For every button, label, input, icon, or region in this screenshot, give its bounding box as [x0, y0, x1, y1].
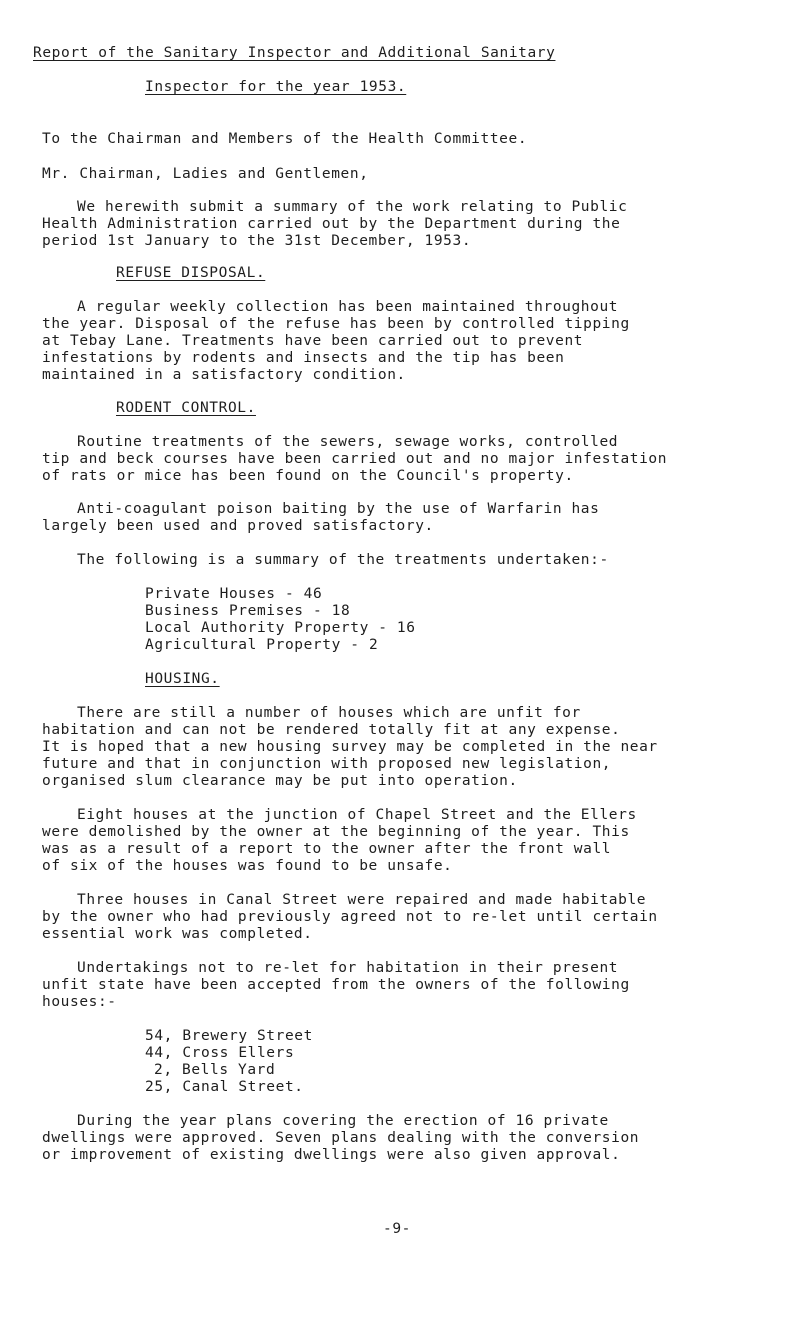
refuse-line: A regular weekly collection has been maintained throughout [77, 299, 619, 315]
treatment-item: Private Houses - 46 [145, 586, 323, 602]
housing-line: of six of the houses was found to be unsafe. [42, 858, 453, 874]
housing-line: was as a result of a report to the owner after the front wall [42, 841, 612, 857]
address-item: 25, Canal Street. [145, 1079, 304, 1095]
rodent-line: largely been used and proved satisfactory. [42, 518, 434, 534]
intro-line: period 1st January to the 31st December, 1953. [42, 233, 472, 249]
housing-line: essential work was completed. [42, 926, 313, 942]
housing-line: There are still a number of houses which are unfit for [77, 705, 581, 721]
treatment-item: Local Authority Property - 16 [145, 620, 416, 636]
intro-line: Health Administration carried out by the Department during the [42, 216, 621, 232]
housing-line: Three houses in Canal Street were repaired and made habitable [77, 892, 647, 908]
rodent-line: tip and beck courses have been carried out and no major infestation [42, 451, 668, 467]
housing-line: dwellings were approved. Seven plans dealing with the conversion [42, 1130, 640, 1146]
rodent-line: of rats or mice has been found on the Council's property. [42, 468, 574, 484]
housing-line: Eight houses at the junction of Chapel Street and the Ellers [77, 807, 637, 823]
address-item: 54, Brewery Street [145, 1028, 313, 1044]
treatment-item: Agricultural Property - 2 [145, 637, 379, 653]
housing-line: houses:- [42, 994, 117, 1010]
refuse-line: infestations by rodents and insects and the tip has been [42, 350, 565, 366]
page-number: -9- [383, 1221, 411, 1237]
address-item: 44, Cross Ellers [145, 1045, 295, 1061]
treatment-item: Business Premises - 18 [145, 603, 351, 619]
housing-line: unfit state have been accepted from the owners of the following [42, 977, 630, 993]
refuse-line: at Tebay Lane. Treatments have been carried out to prevent [42, 333, 584, 349]
refuse-line: maintained in a satisfactory condition. [42, 367, 406, 383]
housing-line: Undertakings not to re-let for habitation in their present [77, 960, 619, 976]
rodent-line: Routine treatments of the sewers, sewage works, controlled [77, 434, 619, 450]
treatments-intro: The following is a summary of the treatments undertaken:- [77, 552, 609, 568]
rodent-line: Anti-coagulant poison baiting by the use of Warfarin has [77, 501, 600, 517]
section-heading-housing: HOUSING. [145, 671, 220, 687]
housing-line: by the owner who had previously agreed not to re-let until certain [42, 909, 658, 925]
housing-line: habitation and can not be rendered totally fit at any expense. [42, 722, 621, 738]
section-heading-refuse: REFUSE DISPOSAL. [116, 265, 266, 281]
housing-line: It is hoped that a new housing survey may be completed in the near [42, 739, 658, 755]
addressee: To the Chairman and Members of the Health Committee. [42, 131, 528, 147]
housing-line: or improvement of existing dwellings were also given approval. [42, 1147, 621, 1163]
report-title-line1: Report of the Sanitary Inspector and Additional Sanitary [33, 45, 556, 61]
address-item: 2, Bells Yard [154, 1062, 276, 1078]
intro-line: We herewith submit a summary of the work relating to Public [77, 199, 628, 215]
housing-line: During the year plans covering the erection of 16 private [77, 1113, 609, 1129]
section-heading-rodent: RODENT CONTROL. [116, 400, 256, 416]
greeting: Mr. Chairman, Ladies and Gentlemen, [42, 166, 369, 182]
housing-line: were demolished by the owner at the beginning of the year. This [42, 824, 630, 840]
report-title-line2: Inspector for the year 1953. [145, 79, 407, 95]
housing-line: future and that in conjunction with proposed new legislation, [42, 756, 612, 772]
housing-line: organised slum clearance may be put into operation. [42, 773, 518, 789]
refuse-line: the year. Disposal of the refuse has been by controlled tipping [42, 316, 630, 332]
